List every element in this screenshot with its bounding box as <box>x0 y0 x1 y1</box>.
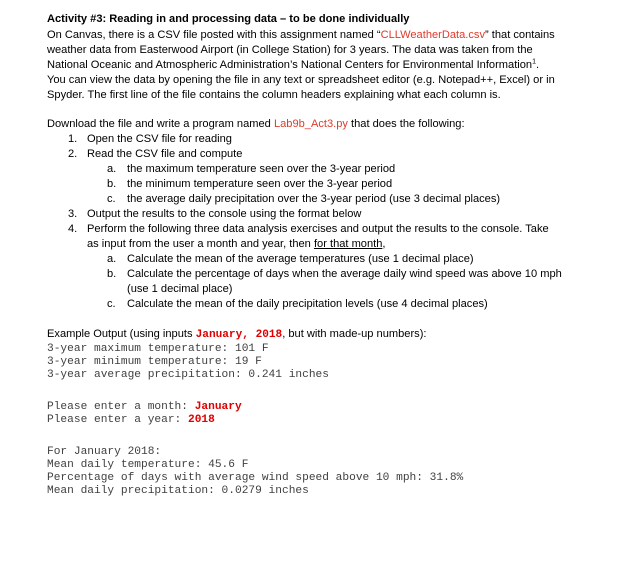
intro-line-1: On Canvas, there is a CSV file posted with this assignment named “CLLWeatherData.csv” that contains <box>47 29 555 41</box>
console-year-prompt: Please enter a year: 2018 <box>47 414 215 426</box>
console-mean-precip: Mean daily precipitation: 0.0279 inches <box>47 485 309 497</box>
step-4-number: 4. <box>68 223 78 235</box>
download-instruction: Download the file and write a program named Lab9b_Act3.py that does the following: <box>47 118 465 130</box>
step-2b-letter: b. <box>107 178 117 190</box>
step-1-number: 1. <box>68 133 78 145</box>
step-1-text: Open the CSV file for reading <box>87 133 232 145</box>
console-max-temp: 3-year maximum temperature: 101 F <box>47 343 269 355</box>
step-2a-text: the maximum temperature seen over the 3-year period <box>127 163 396 175</box>
console-avg-precip: 3-year average precipitation: 0.241 inches <box>47 369 329 381</box>
console-month-prompt: Please enter a month: January <box>47 401 242 413</box>
step-2a-letter: a. <box>107 163 117 175</box>
step-2-text: Read the CSV file and compute <box>87 148 243 160</box>
console-wind-percentage: Percentage of days with average wind speed above 10 mph: 31.8% <box>47 472 464 484</box>
step-3-text: Output the results to the console using the format below <box>87 208 362 220</box>
month-input-value: January <box>194 401 242 413</box>
example-output-heading: Example Output (using inputs January, 2018, but with made-up numbers): <box>47 328 427 341</box>
step-2c-letter: c. <box>107 193 116 205</box>
step-4-text: Perform the following three data analysis exercises and output the results to the console. Take <box>87 223 549 235</box>
step-3-number: 3. <box>68 208 78 220</box>
intro-line-3: National Oceanic and Atmospheric Administration’s National Centers for Environmental Information$^1$. <box>47 58 540 71</box>
step-4b-text-line-2: (use 1 decimal place) <box>127 283 233 295</box>
program-filename: Lab9b_Act3.py <box>273 118 348 130</box>
step-4-text-line-2: as input from the user a month and year, then for that month, <box>87 238 386 250</box>
console-min-temp: 3-year minimum temperature: 19 F <box>47 356 262 368</box>
csv-filename: CLLWeatherData.csv <box>380 29 486 41</box>
example-year: 2018 <box>255 329 283 341</box>
for-that-month-emphasis: for that month <box>313 238 383 250</box>
footnote-marker: 1 <box>532 58 536 66</box>
step-4b-letter: b. <box>107 268 117 280</box>
intro-line-5: Spyder. The first line of the file contains the column headers explaining what each column is. <box>47 89 501 101</box>
intro-line-2: weather data from Easterwood Airport (in College Station) for 3 years. The data was taken from the <box>47 44 533 56</box>
step-2-number: 2. <box>68 148 78 160</box>
step-4c-text: Calculate the mean of the daily precipitation levels (use 4 decimal places) <box>127 298 488 310</box>
step-2c-text: the average daily precipitation over the 3-year period (use 3 decimal places) <box>127 193 501 205</box>
activity-title: Activity #3: Reading in and processing data – to be done individually <box>47 13 410 25</box>
console-period-header: For January 2018: <box>47 446 162 458</box>
example-month: January <box>195 329 243 341</box>
step-4b-text: Calculate the percentage of days when the average daily wind speed was above 10 mph <box>127 268 562 280</box>
step-4a-letter: a. <box>107 253 117 265</box>
year-input-value: 2018 <box>188 414 215 426</box>
step-4a-text: Calculate the mean of the average temperatures (use 1 decimal place) <box>127 253 474 265</box>
step-4c-letter: c. <box>107 298 116 310</box>
step-2b-text: the minimum temperature seen over the 3-year period <box>127 178 393 190</box>
console-mean-temp: Mean daily temperature: 45.6 F <box>47 459 249 471</box>
intro-line-4: You can view the data by opening the file in any text or spreadsheet editor (e.g. Notepad++, Excel) or in <box>47 74 555 86</box>
